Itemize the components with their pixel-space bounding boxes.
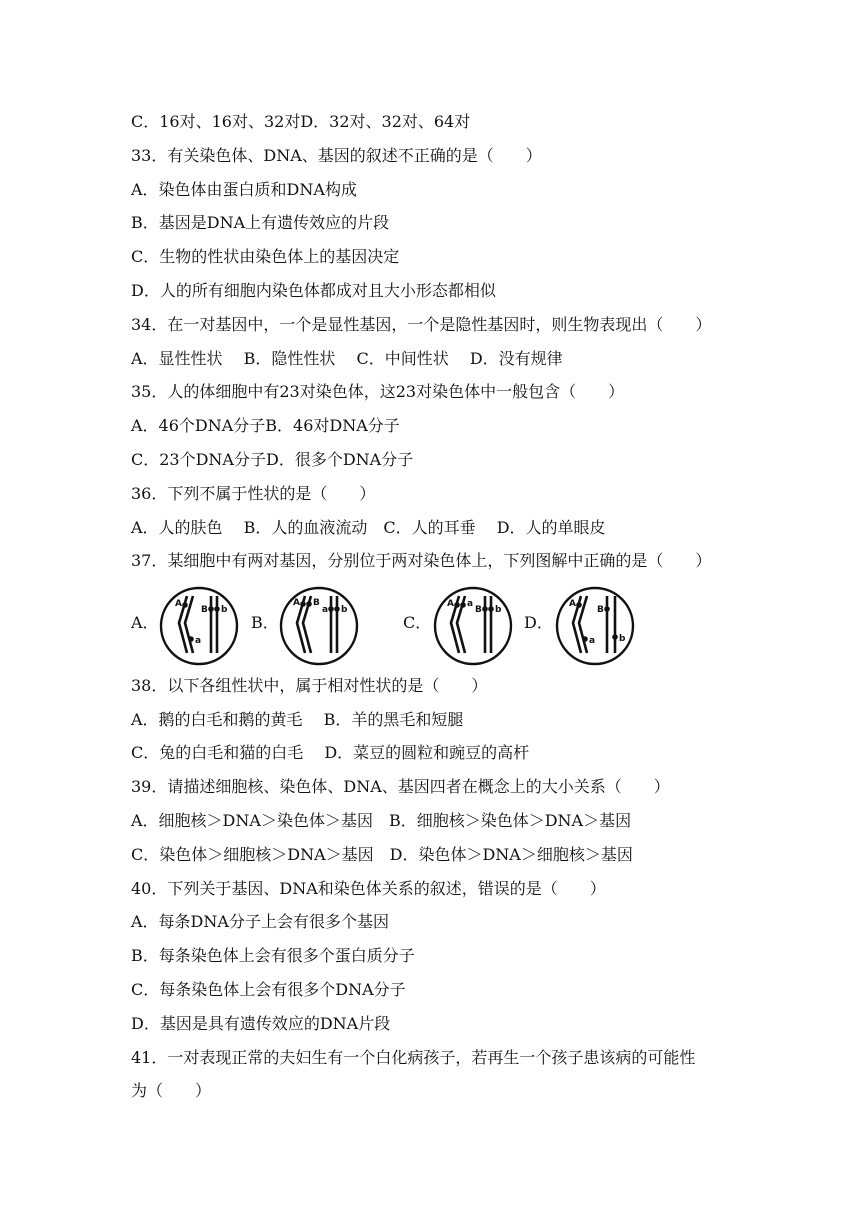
gene-label: a [467, 599, 474, 609]
q41-stem: 41．一对表现正常的夫妇生有一个白化病孩子，若再生一个孩子患该病的可能性 [131, 1048, 696, 1067]
q37-option-b-diagram [277, 585, 361, 667]
q37-option-c-diagram [431, 585, 515, 667]
q38-stem: 38．以下各组性状中，属于相对性状的是（ ） [131, 676, 488, 695]
q37-option-d-diagram [553, 585, 637, 667]
q33-option-d: D．人的所有细胞内染色体都成对且大小形态都相似 [131, 281, 496, 300]
q39-stem: 39．请描述细胞核、染色体、DNA、基因四者在概念上的大小关系（ ） [131, 777, 670, 796]
q40-option-c: C．每条染色体上会有很多个DNA分子 [131, 980, 406, 999]
q34-stem: 34．在一对基因中，一个是显性基因，一个是隐性基因时，则生物表现出（ ） [131, 315, 712, 334]
q38-option-ab: A．鹅的白毛和鹅的黄毛 B．羊的黑毛和短腿 [131, 710, 464, 729]
q36-options: A．人的肤色 B．人的血液流动 C．人的耳垂 D．人的单眼皮 [131, 518, 606, 537]
q35-option-cd: C．23个DNA分子D．很多个DNA分子 [131, 450, 414, 469]
q40-option-a: A．每条DNA分子上会有很多个基因 [131, 912, 389, 931]
gene-label: B [597, 605, 604, 615]
q37-diagram-options [131, 585, 731, 665]
q40-stem: 40．下列关于基因、DNA和染色体关系的叙述，错误的是（ ） [131, 879, 606, 898]
q37-option-a-diagram [157, 585, 241, 667]
gene-label: B [475, 605, 482, 615]
q35-stem: 35．人的体细胞中有23对染色体，这23对染色体中一般包含（ ） [131, 382, 625, 401]
gene-label: B [313, 598, 320, 608]
gene-label: a [195, 636, 202, 646]
q32-option-cd: C．16对、16对、32对D．32对、32对、64对 [131, 112, 471, 131]
gene-label: A [175, 599, 182, 609]
q37-option-b-label: B． [251, 613, 279, 632]
gene-label: a [589, 636, 596, 646]
q33-option-c: C．生物的性状由染色体上的基因决定 [131, 247, 400, 266]
q33-option-a: A．染色体由蛋白质和DNA构成 [131, 180, 357, 199]
q37-option-d-label: D． [524, 613, 553, 632]
q33-option-b: B．基因是DNA上有遗传效应的片段 [131, 213, 390, 232]
q34-options: A．显性性状 B．隐性性状 C．中间性状 D．没有规律 [131, 349, 563, 368]
gene-label: A [293, 598, 300, 608]
gene-label: B [201, 605, 208, 615]
q39-option-ab: A．细胞核＞DNA＞染色体＞基因 B．细胞核＞染色体＞DNA＞基因 [131, 811, 632, 830]
q37-option-c-label: C． [403, 613, 432, 632]
q41-stem-cont: 为（ ） [131, 1081, 212, 1100]
q35-option-ab: A．46个DNA分子B．46对DNA分子 [131, 416, 400, 435]
gene-label: a [322, 605, 329, 615]
q37-stem: 37．某细胞中有两对基因，分别位于两对染色体上，下列图解中正确的是（ ） [131, 551, 712, 570]
gene-label: A [569, 599, 576, 609]
q40-option-b: B．每条染色体上会有很多个蛋白质分子 [131, 946, 415, 965]
gene-label: A [447, 599, 454, 609]
gene-label: b [495, 605, 502, 615]
q36-stem: 36．下列不属于性状的是（ ） [131, 484, 376, 503]
q37-option-a-label: A． [131, 613, 159, 632]
q40-option-d: D．基因是具有遗传效应的DNA片段 [131, 1014, 391, 1033]
gene-label: b [619, 634, 626, 644]
gene-label: b [221, 605, 228, 615]
q33-stem: 33．有关染色体、DNA、基因的叙述不正确的是（ ） [131, 146, 542, 165]
q39-option-cd: C．染色体＞细胞核＞DNA＞基因 D．染色体＞DNA＞细胞核＞基因 [131, 845, 633, 864]
gene-label: b [341, 605, 348, 615]
q38-option-cd: C．兔的白毛和猫的白毛 D．菜豆的圆粒和豌豆的高杆 [131, 743, 530, 762]
